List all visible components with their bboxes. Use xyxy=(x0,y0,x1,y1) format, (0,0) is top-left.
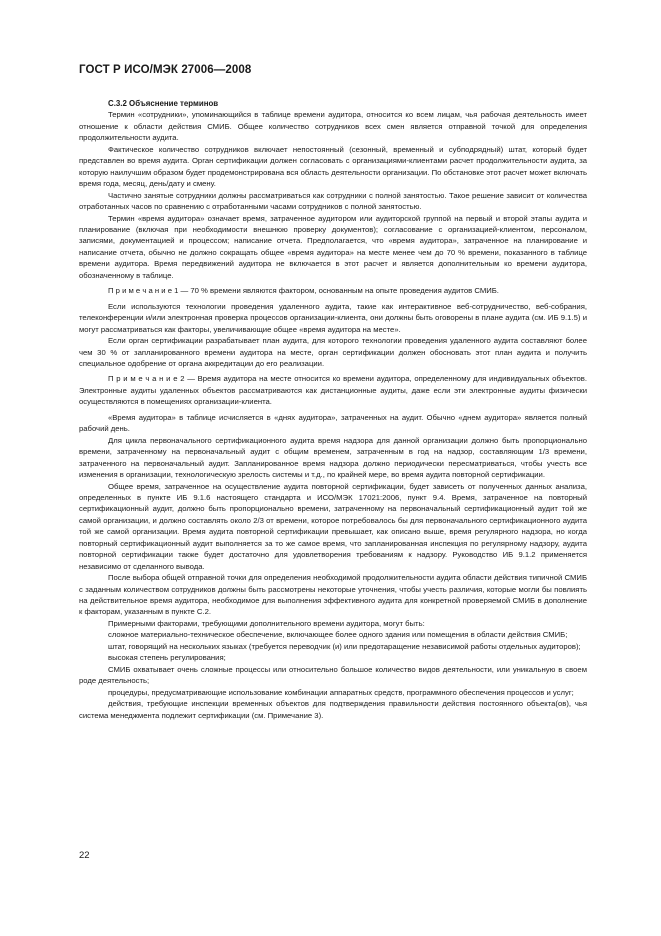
list-item: штат, говорящий на нескольких языках (требуется переводчик (и) или предотаращение независимой работы отдельных аудиторов); xyxy=(108,641,581,651)
page-number: 22 xyxy=(79,850,90,861)
paragraph: Термин «сотрудники», упоминающийся в таблице времени аудитора, относится ко всем лицам, чья рабочая деятельность имеет отношение к области действия СМИБ. Общее количество сотрудников всех смен является отправной точкой для определения продолжительности аудита. xyxy=(79,110,587,143)
paragraph: После выбора общей отправной точки для определения необходимой продолжительности аудита области действия типичной СМИБ с заданным количеством сотрудников должны быть рассмотрены некоторые уточнения, чтобы учесть различия, которые могли бы повлиять на действительное время аудитора, необходимое для выполнения эффективного аудита для конкретной проверяемой СМИБ в дополнение к факторам, указанным в пункте С.2. xyxy=(79,573,587,617)
paragraph: Термин «время аудитора» означает время, затраченное аудитором или аудиторской группой на первый и второй этапы аудита и планирование (включая при необходимости внешнюю проверку документов); согласование с организацией-клиентом, персоналом, записями, документацией и процессом; написание отчета. Предполагается, что «время аудитора», затраченное на планирование и написание отчета, обычно не должно сокращать общее «время аудитора» на месте менее чем до 70 % времени, показанного в таблице времени аудитора. Время передвижений аудитора не включается в этот расчет и является дополнительным ко времени аудитора, обозначенному в таблице. xyxy=(79,213,587,280)
note-1: П р и м е ч а н и е 1 — 70 % времени являются фактором, основанным на опыте проведения аудитов СМИБ. xyxy=(108,286,499,296)
paragraph: «Время аудитора» в таблице исчисляется в «днях аудитора», затраченных на аудит. Обычно «днем аудитора» является полный рабочий день. xyxy=(79,412,587,434)
paragraph: Если орган сертификации разрабатывает план аудита, для которого технологии проведения удаленного аудита составляют более чем 30 % от запланированного времени аудитора на месте, орган сертификации должен обосновать этот план аудита и получить специальное одобрение от органа аккредитации до его реализации. xyxy=(79,336,587,368)
list-item: действия, требующие инспекции временных объектов для подтверждения правильности действия постоянного объекта(ов), чья система менеджмента подлежит сертификации (см. Примечание 3). xyxy=(79,699,587,720)
paragraph: Для цикла первоначального сертификационного аудита время надзора для данной организации должно быть пропорционально времени, затраченному на первоначальный аудит с общим временем, затраченным в год на надзор, составляющим 1/3 времени, затраченного на первоначальный аудит. Запланированное время надзора должно периодически пересматриваться, чтобы учесть все изменения в организации, технологическую зрелость системы и т.д., по крайней мере, во время аудита повторной сертификации. xyxy=(79,435,587,480)
paragraph: Примерными факторами, требующими дополнительного времени аудитора, могут быть: xyxy=(108,618,425,628)
paragraph: Фактическое количество сотрудников включает непостоянный (сезонный, временный и субподрядный) штат, который будет представлен во время аудита. Орган сертификации должен согласовать с организациями-клиентами расчет продолжительности аудита, за которую наилучшим образом будет продемонстрирована вся область деятельности организации. По обстановке этот расчет может включать время года, месяц, день/дату и смену. xyxy=(79,144,587,189)
note-2: П р и м е ч а н и е 2 — Время аудитора на месте относится ко времени аудитора, определенному для индивидуальных объектов. Электронные аудиты удаленных объектов рассматриваются как дистанционные аудиты, даже если эти электронные аудиты физически осуществляются в помещениях организации-клиента. xyxy=(79,374,587,407)
document-header: ГОСТ Р ИСО/МЭК 27006—2008 xyxy=(79,64,252,76)
paragraph: Частично занятые сотрудники должны рассматриваться как сотрудники с полной занятостью. Такое решение зависит от количества отработанных часов по сравнению с отработанными часами сотрудников с полной занятостью. xyxy=(79,190,587,212)
list-item: процедуры, предусматривающие использование комбинации аппаратных средств, программного обеспечения процессов и услуг; xyxy=(108,687,574,697)
document-body xyxy=(79,98,587,721)
paragraph: Общее время, затраченное на осуществление аудита повторной сертификации, будет зависеть от полученных данных анализа, определенных в пункте ИБ 9.1.6 настоящего стандарта и ИСО/МЭК 17021:2006, пункт 9.4. Время, затраченное на повторный сертификационный аудит, должно быть пропорционально времени, затраченному на первоначальный сертификационный аудит той же самой организации, и должно составлять около 2/3 от времени, которое потребовалось бы для первоначального сертификационного аудита той же самой организации. Время аудита повторной сертификации превышает, как описано выше, время регулярного надзора, но когда повторный сертификационный аудит выполняется за то же самое время, что запланированная инспекция по регулярному надзору, аудита повторной сертификации также будет достаточно для удовлетворения требованиям к надзору. Руководство ИБ 9.1.2 применяется независимо от сделанного вывода. xyxy=(79,481,587,571)
list-item: сложное материально-техническое обеспечение, включающее более одного здания или помещения в области действия СМИБ; xyxy=(108,630,568,640)
list-item: высокая степень регулирования; xyxy=(108,653,226,663)
list-item: СМИБ охватывает очень сложные процессы или относительно большое количество видов деятельности, или уникальную в своем роде деятельность; xyxy=(79,664,587,686)
paragraph: Если используются технологии проведения удаленного аудита, такие как интерактивное веб-сотрудничество, веб-собрания, телеконференции и/или электронная проверка процессов организации-клиента, они должны быть оговорены в плане аудита (см. ИБ 9.1.5) и могут рассматриваться как факторы, увеличивающие общее «время аудитора на месте». xyxy=(79,301,587,334)
section-title: С.3.2 Объяснение терминов xyxy=(108,99,219,108)
